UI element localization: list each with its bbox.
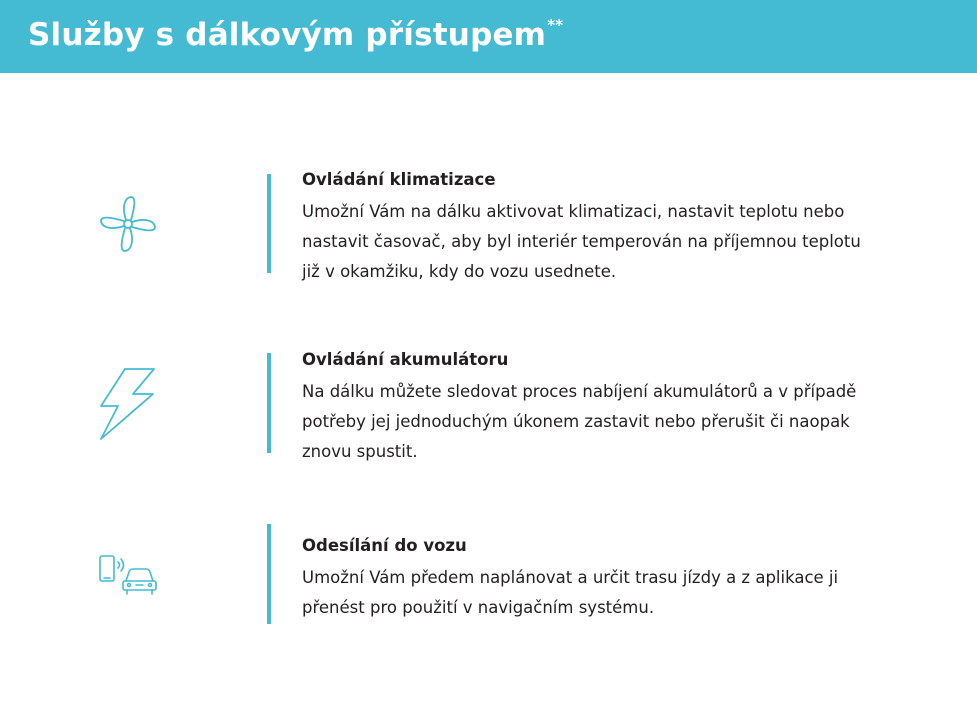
feature-description-line: Umožní Vám na dálku aktivovat klimatizaci, nastavit teplotu nebo <box>302 202 845 221</box>
header-banner <box>0 0 977 73</box>
feature-description-line: Umožní Vám předem naplánovat a určit trasu jízdy a z aplikace ji <box>302 568 839 587</box>
feature-description-line: již v okamžiku, kdy do vozu usednete. <box>302 262 617 281</box>
page-title <box>28 17 563 54</box>
page-title-text: Služby s dálkovým přístupem <box>28 17 547 53</box>
feature-divider-bar <box>267 524 271 624</box>
feature-title: Ovládání klimatizace <box>302 170 496 189</box>
feature-text <box>302 533 922 623</box>
feature-description-line: přenést pro použití v navigačním systému. <box>302 598 655 617</box>
phone-to-car-icon <box>98 554 158 596</box>
feature-text <box>302 347 922 467</box>
feature-description-line: nastavit časovač, aby byl interiér temperován na příjemnou teplotu <box>302 232 861 251</box>
feature-description-line: znovu spustit. <box>302 442 418 461</box>
lightning-bolt-icon <box>98 366 158 442</box>
feature-description-line: potřeby jej jednoduchým úkonem zastavit nebo přerušit či naopak <box>302 412 850 431</box>
footnote-marker: ** <box>547 15 564 34</box>
feature-divider-bar <box>267 353 271 453</box>
feature-divider-bar <box>267 174 271 273</box>
feature-text <box>302 167 922 287</box>
feature-description-line: Na dálku můžete sledovat proces nabíjení akumulátorů a v případě <box>302 382 857 401</box>
fan-icon <box>98 194 158 254</box>
feature-title: Ovládání akumulátoru <box>302 350 509 369</box>
feature-title: Odesílání do vozu <box>302 536 467 555</box>
